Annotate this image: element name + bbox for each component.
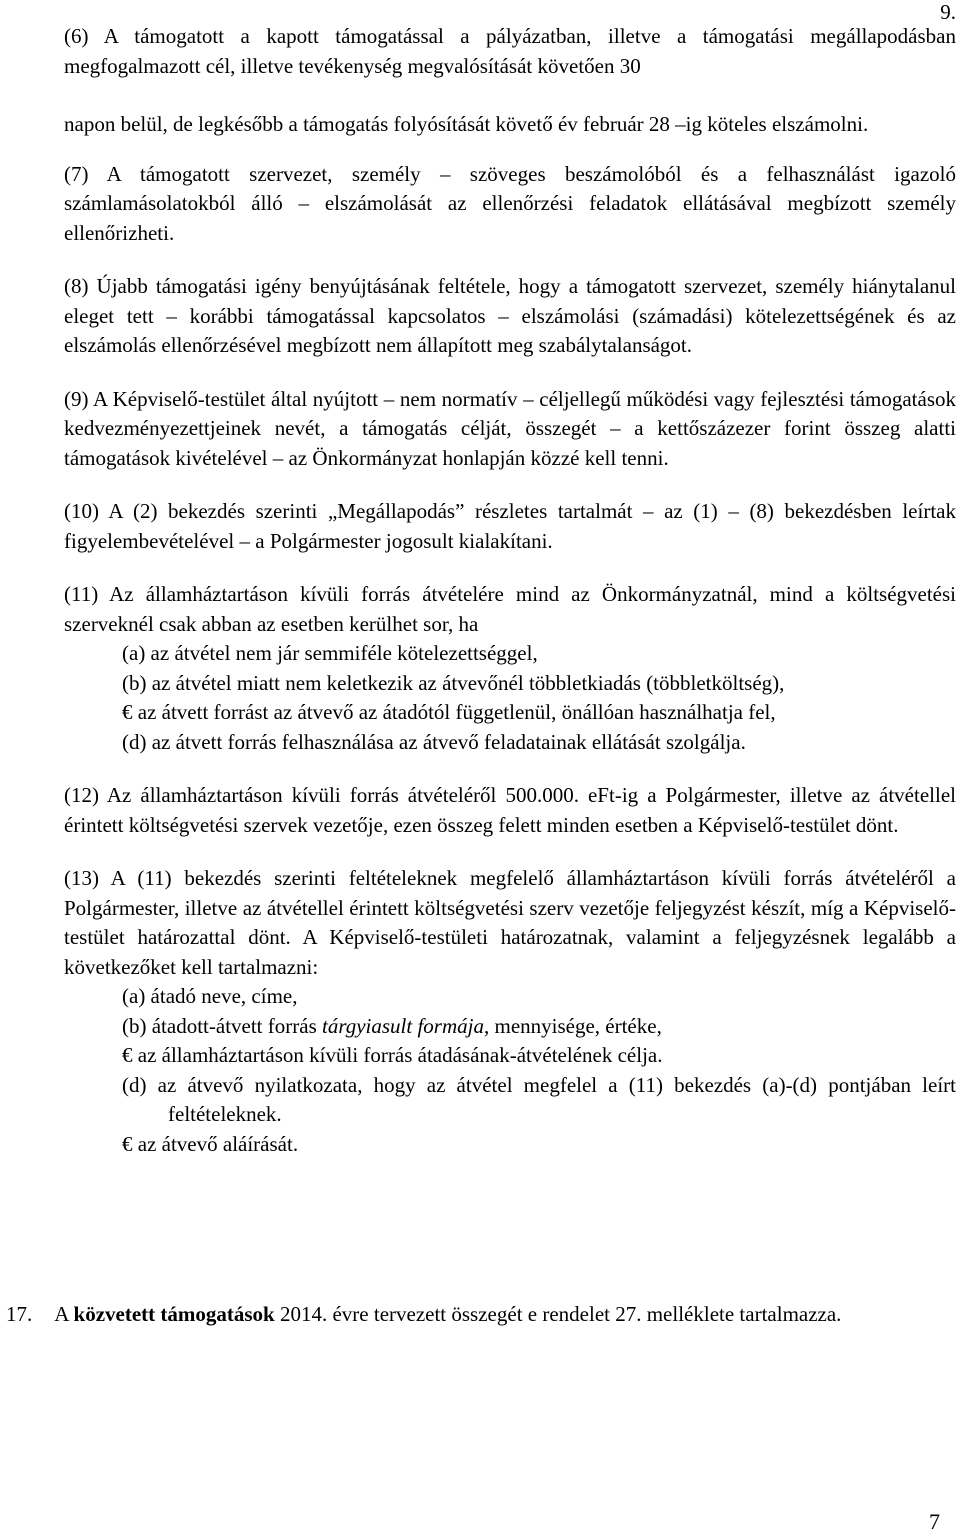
section-17-bold-text: közvetett támogatások (73, 1302, 275, 1326)
list-item (64, 1012, 956, 1042)
document-body (64, 22, 956, 1159)
paragraph-7: (7) A támogatott szervezet, személy – szöveges beszámolóból és a felhasználást igazoló számlamásolatokból álló – elszámolását az ellenőrzési feladatok ellátásával megbízott személy ellenőrizheti. (64, 161, 956, 245)
section-17 (6, 1300, 956, 1330)
paragraph-9: (9) A Képviselő-testület által nyújtott – nem normatív – céljellegű működési vagy fejlesztési támogatások kedvezményezettjeinek nevét, a támogatás célját, összegét – a kettőszázezer forint összeg alatti támogatások kivételével – az Önkormányzat honlapján közzé kell tenni. (64, 386, 956, 470)
section-17-text: 2014. évre tervezett összegét e rendelet 27. melléklete tartalmazza. (274, 1302, 842, 1326)
paragraph-8: (8) Újabb támogatási igény benyújtásának feltétele, hogy a támogatott szervezet, személy hiánytalanul eleget tett – korábbi támogatással kapcsolatos – elszámolási (számadási) kötelezettségének és az elszámolás ellenőrzésével megbízott nem állapított meg szabálytalanságot. (64, 274, 956, 357)
paragraph-6 (64, 22, 956, 140)
list-item: (a) az átvétel nem jár semmiféle kötelezettséggel, (122, 641, 538, 665)
page-number-bottom: 7 (929, 1509, 940, 1534)
paragraph-12: (12) Az államháztartáson kívüli forrás átvételéről 500.000. eFt-ig a Polgármester, illetve az átvétellel érintett költségvetési szervek vezetője, ezen összeg felett minden esetben a Képviselő-testület dönt. (64, 783, 956, 837)
paragraph-11-intro: (11) Az államháztartáson kívüli forrás átvételére mind az Önkormányzatnál, mind a költségvetési szerveknél csak abban az esetben kerülhet sor, ha (64, 582, 956, 636)
list-item: (a) átadó neve, címe, (122, 984, 298, 1008)
list-item: (d) az átvevő nyilatkozata, hogy az átvétel megfelel a (11) bekezdés (a)-(d) pontjában leírt feltételeknek. (122, 1072, 956, 1126)
list-item: € az átvevő aláírását. (122, 1131, 299, 1156)
section-number: 17. (6, 1302, 33, 1326)
list-item: € az átvett forrást az átvevő az átadótól függetlenül, önállóan használhatja fel, (122, 700, 776, 724)
paragraph-13 (64, 864, 956, 1159)
paragraph-6-line-1: (6) A támogatott a kapott támogatással a pályázatban, illetve a támogatási megállapodásban megfogalmazott cél, illetve tevékenység megvalósítását követően 30 (64, 24, 956, 78)
list-item-text: (b) átadott-átvett forrás (122, 1013, 322, 1038)
list-item: € az államháztartáson kívüli forrás átadásának-átvételének célja. (122, 1043, 663, 1067)
paragraph-6-line-2: napon belül, de legkésőbb a támogatás folyósítását követő év február 28 –ig köteles elszámolni. (64, 112, 869, 136)
paragraph-10: (10) A (2) bekezdés szerinti „Megállapodás” részletes tartalmát – az (1) – (8) bekezdésben leírtak figyelembevételével – a Polgármester jogosult kialakítani. (64, 499, 956, 553)
paragraph-11 (64, 580, 956, 757)
list-item-italic-text: tárgyiasult formája (322, 1013, 484, 1038)
list-item: (d) az átvett forrás felhasználása az átvevő feladatainak ellátását szolgálja. (122, 729, 746, 754)
paragraph-13-intro: (13) A (11) bekezdés szerinti feltételeknek megfelelő államháztartáson kívüli forrás átvételéről a Polgármester, illetve az átvétellel érintett költségvetési szerv vezetője feljegyzést készít, míg a Képviselő-testület határozattal dönt. A Képviselő-testületi határozatnak, valamint a feljegyzésnek legalább a következőket kell tartalmazni: (64, 866, 956, 979)
list-item: (b) az átvétel miatt nem keletkezik az átvevőnél többletkiadás (többletköltség), (122, 670, 785, 695)
section-17-text: A (54, 1302, 74, 1326)
list-item-text: , mennyisége, értéke, (483, 1013, 662, 1038)
page-number-top: 9. (940, 0, 956, 24)
